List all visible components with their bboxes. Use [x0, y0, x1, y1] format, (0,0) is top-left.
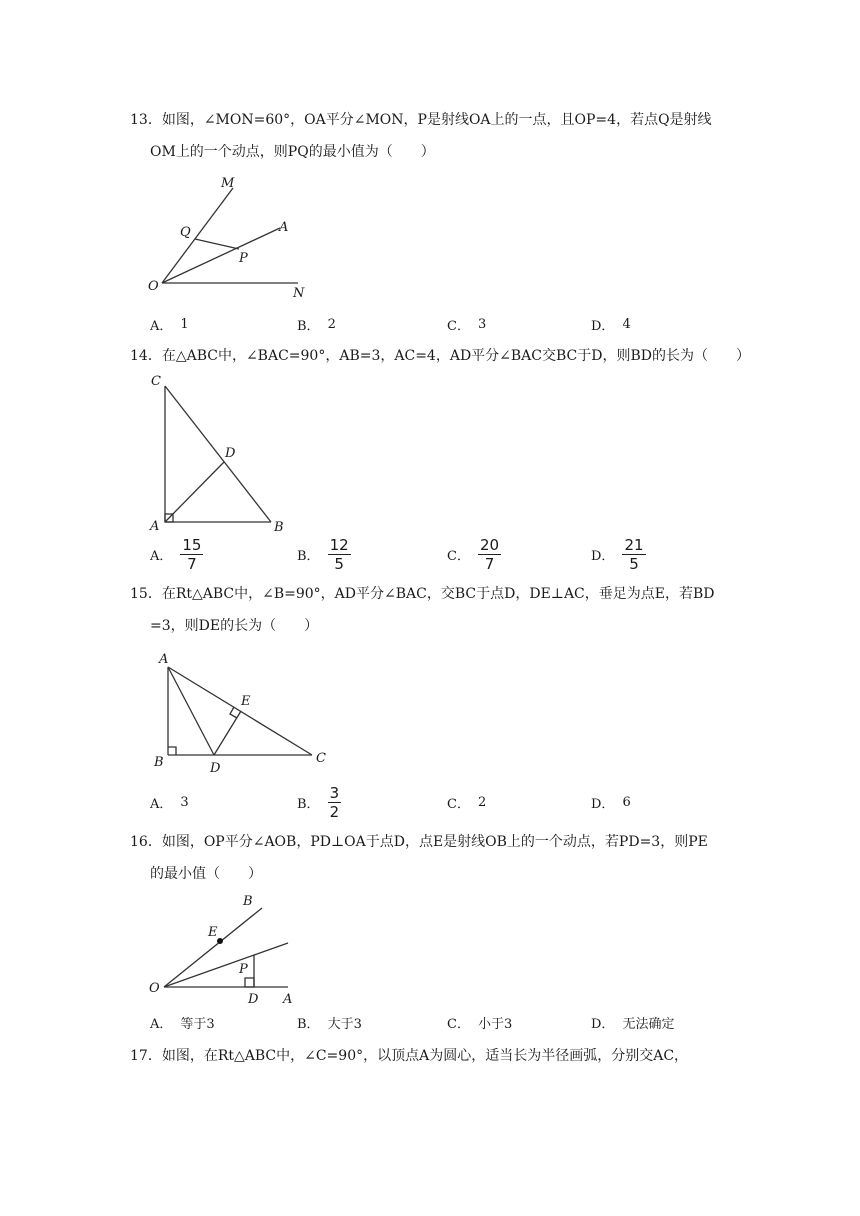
label-P: P [239, 251, 248, 266]
right-angle-mark-B [168, 747, 176, 755]
ray-OM [162, 188, 233, 283]
label-A: A [159, 652, 169, 667]
option-value: 3 [180, 794, 189, 810]
option-label: C． [447, 548, 470, 564]
label-M: M [221, 176, 235, 191]
denominator: 5 [629, 554, 639, 573]
right-angle-mark [245, 978, 254, 987]
label-A: A [150, 519, 160, 534]
numerator: 15 [182, 535, 202, 554]
numerator: 20 [479, 535, 500, 554]
label-C: C [316, 751, 326, 766]
segment-PQ [195, 239, 239, 249]
question-13-line-2: OM上的一个动点，则PQ的最小值为（ ） [150, 144, 435, 160]
option-value: 2 [327, 316, 336, 332]
question-15-line-2: =3，则DE的长为（ ） [150, 618, 319, 634]
numerator: 3 [329, 783, 340, 802]
option-value: 等于3 [180, 1016, 215, 1032]
option-label: B． [297, 1016, 320, 1032]
question-15-line-1: 15．在Rt△ABC中，∠B=90°，AD平分∠BAC，交BC于点D，DE⊥AC，垂足为点E，若BD [130, 586, 715, 602]
option-c[interactable] [447, 784, 486, 820]
figure-14 [140, 368, 300, 538]
option-b[interactable] [297, 536, 351, 572]
option-c[interactable] [447, 536, 501, 572]
option-value: 大于3 [327, 1016, 362, 1032]
fraction [180, 537, 203, 572]
figure-15 [140, 645, 340, 775]
option-value: 3 [477, 316, 487, 332]
question-17 [130, 1040, 750, 1072]
label-N: N [293, 286, 305, 301]
option-label: C． [447, 1016, 470, 1032]
label-A: A [279, 220, 289, 235]
option-value: 4 [622, 316, 631, 332]
option-a[interactable] [150, 1004, 215, 1040]
figure-13 [140, 170, 320, 300]
option-label: B． [297, 796, 320, 812]
option-b[interactable] [297, 306, 336, 342]
question-14-options [150, 536, 770, 572]
label-O: O [149, 981, 160, 996]
question-16-line-2: 的最小值（ ） [150, 866, 262, 882]
option-value: 无法确定 [622, 1016, 675, 1032]
label-D: D [248, 992, 259, 1007]
option-d[interactable] [591, 306, 631, 342]
segment-AD [165, 462, 224, 522]
option-label: D． [591, 548, 615, 564]
side-BC [165, 386, 271, 522]
option-value: 小于3 [477, 1016, 513, 1032]
side-AC [168, 667, 312, 755]
option-label: B． [297, 318, 320, 334]
label-B: B [243, 894, 253, 909]
numerator: 21 [624, 535, 644, 554]
option-label: A． [150, 548, 173, 564]
fraction [328, 537, 351, 572]
option-label: D． [591, 796, 615, 812]
denominator: 2 [329, 802, 340, 821]
label-E: E [241, 694, 251, 709]
segment-AD [168, 667, 214, 755]
label-D: D [225, 446, 236, 461]
option-d[interactable] [591, 536, 646, 572]
denominator: 5 [334, 554, 344, 573]
question-15 [130, 578, 750, 642]
option-label: D． [591, 318, 615, 334]
option-label: A． [150, 796, 173, 812]
option-label: A． [150, 318, 173, 334]
option-c[interactable] [447, 1004, 512, 1040]
label-D: D [210, 761, 221, 776]
numerator: 12 [329, 535, 349, 554]
label-C: C [151, 374, 161, 389]
option-a[interactable] [150, 784, 189, 820]
question-16-line-1: 16．如图，OP平分∠AOB，PD⊥OA于点D，点E是射线OB上的一个动点，若PD=3，则PE [130, 834, 708, 850]
option-label: B． [297, 548, 320, 564]
option-a[interactable] [150, 306, 189, 342]
label-B: B [274, 520, 284, 535]
ray-OP [164, 943, 288, 987]
question-16-options [150, 1004, 770, 1040]
question-13-line-1: 13．如图，∠MON=60°，OA平分∠MON，P是射线OA上的一点，且OP=4，若点Q是射线 [130, 112, 712, 128]
option-value: 6 [622, 794, 631, 810]
label-P: P [239, 962, 248, 977]
question-13-options [150, 306, 770, 342]
option-a[interactable] [150, 536, 203, 572]
denominator: 7 [484, 554, 495, 573]
question-15-options [150, 784, 770, 820]
option-value: 1 [180, 316, 189, 332]
point-E [217, 938, 223, 944]
option-label: C． [447, 796, 470, 812]
question-16 [130, 826, 750, 890]
question-17-line-1: 17．如图，在Rt△ABC中，∠C=90°，以顶点A为圆心，适当长为半径画弧，分别交AC， [130, 1048, 689, 1064]
question-13 [130, 104, 750, 168]
option-value: 2 [477, 794, 487, 810]
option-label: C． [447, 318, 470, 334]
option-d[interactable] [591, 784, 631, 820]
option-c[interactable] [447, 306, 486, 342]
label-A: A [283, 992, 293, 1007]
label-Q: Q [180, 225, 191, 240]
fraction [622, 537, 645, 572]
option-b[interactable] [297, 784, 341, 820]
option-label: D． [591, 1016, 615, 1032]
label-B: B [154, 755, 164, 770]
question-14-line-1: 14．在△ABC中，∠BAC=90°，AB=3，AC=4，AD平分∠BAC交BC于D，则BD的长为（ ） [130, 348, 751, 364]
option-d[interactable] [591, 1004, 674, 1040]
label-E: E [208, 925, 218, 940]
figure-16 [140, 888, 310, 1008]
fraction [328, 785, 342, 820]
denominator: 7 [187, 554, 197, 573]
option-label: A． [150, 1016, 173, 1032]
label-O: O [148, 279, 159, 294]
option-b[interactable] [297, 1004, 362, 1040]
fraction [478, 537, 501, 572]
